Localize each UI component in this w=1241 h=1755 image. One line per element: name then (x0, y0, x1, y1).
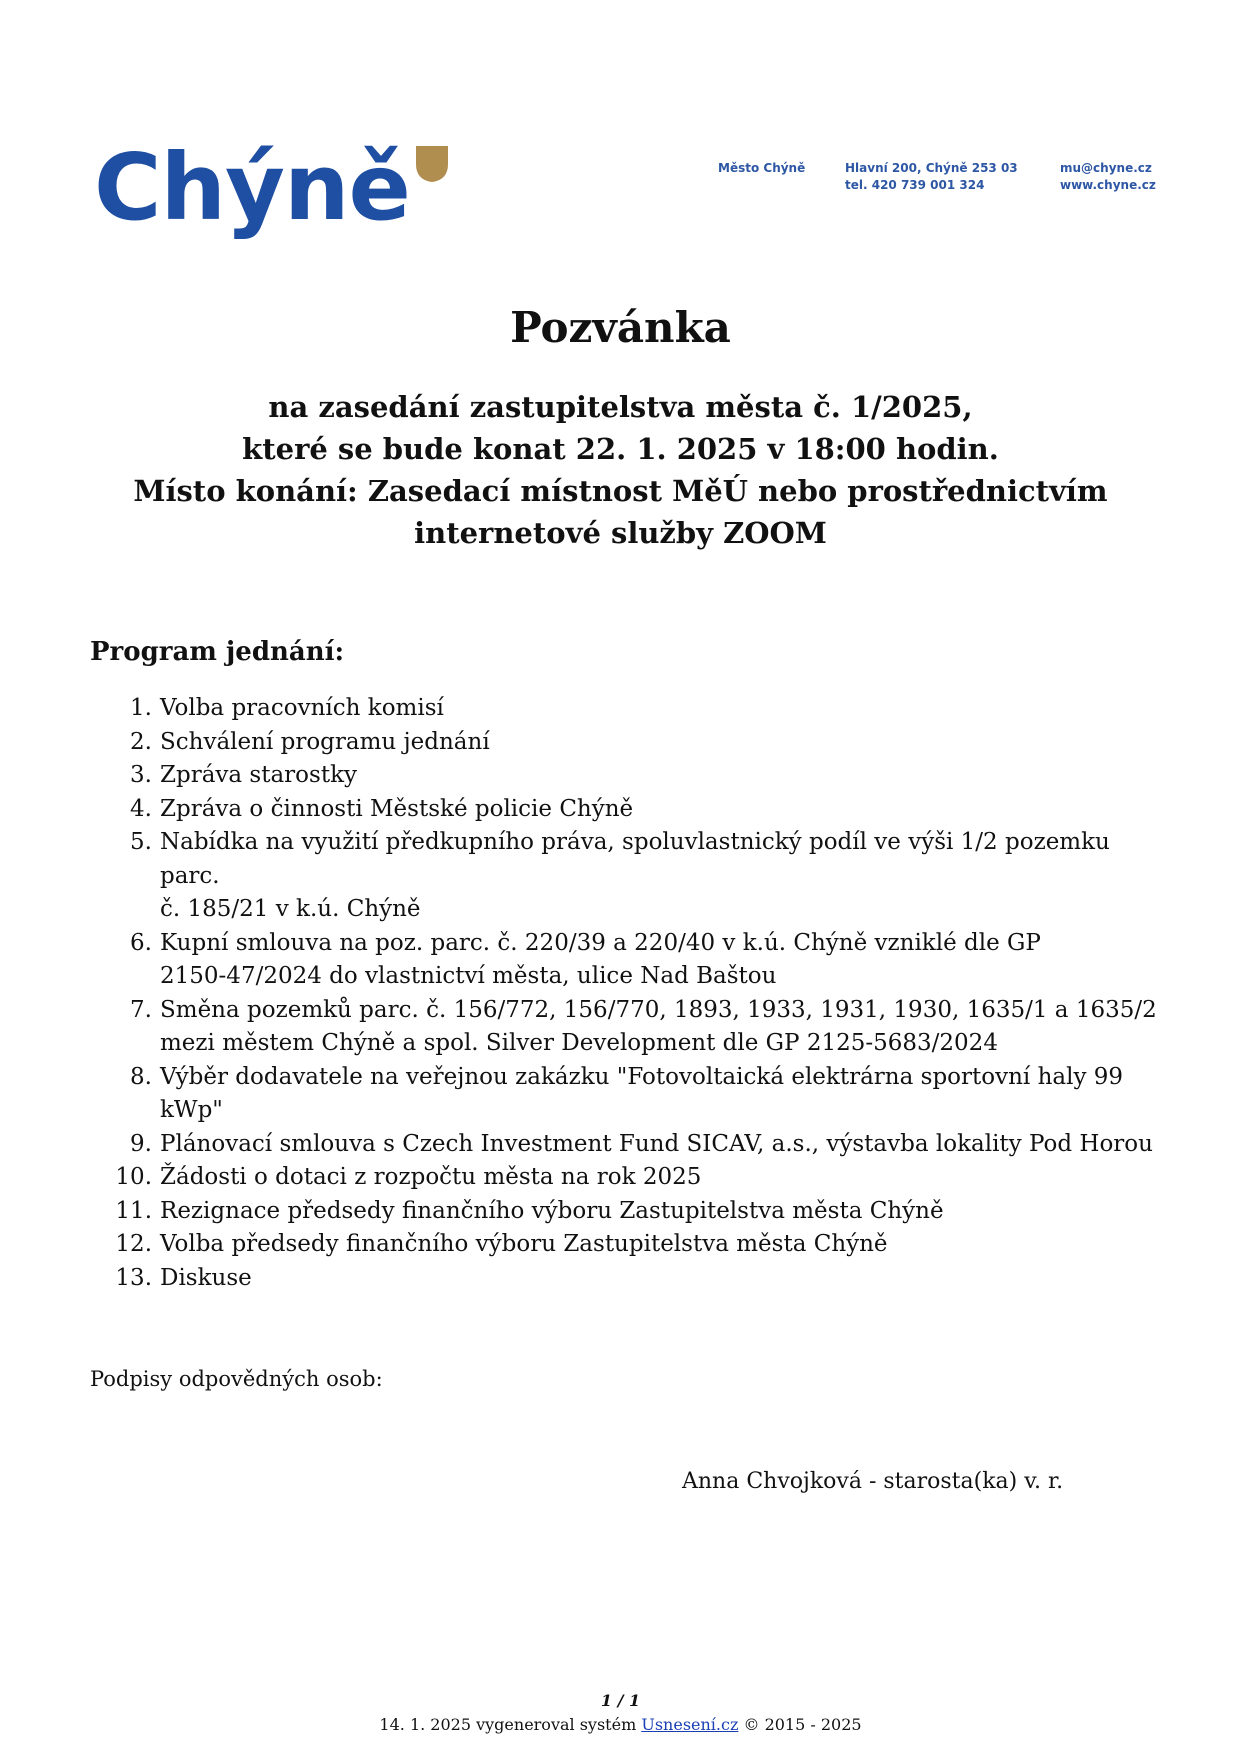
agenda-item-line: č. 185/21 v k.ú. Chýně (160, 896, 421, 922)
agenda-item (90, 1195, 1170, 1229)
agenda-item (90, 1061, 1170, 1128)
agenda-item-number: 6. (130, 929, 152, 956)
agenda-item (90, 994, 1170, 1061)
signatures-label: Podpisy odpovědných osob: (90, 1367, 383, 1391)
agenda-item-line: Volba pracovních komisí (160, 695, 444, 721)
agenda-item-text (152, 1228, 1170, 1262)
agenda-item-line: Diskuse (160, 1264, 252, 1291)
agenda-item-number: 13. (115, 1264, 152, 1291)
agenda-item-text (152, 692, 1170, 726)
contact-address: Hlavní 200, Chýně 253 03 (845, 161, 1018, 175)
meeting-details-line: Místo konání: Zasedací místnost MěÚ nebo prostřednictvím (133, 474, 1108, 508)
agenda-item (90, 1228, 1170, 1262)
agenda-item (90, 826, 1170, 927)
agenda-item-line: kWp" (160, 1097, 223, 1123)
agenda-item (90, 692, 1170, 726)
footer-suffix: © 2015 - 2025 (738, 1715, 862, 1734)
agenda-item-text (152, 726, 1170, 760)
agenda-item (90, 1128, 1170, 1162)
agenda-item-line: mezi městem Chýně a spol. Silver Development dle GP 2125-5683/2024 (160, 1030, 998, 1056)
agenda-item-line: Žádosti o dotaci z rozpočtu města na rok 2025 (160, 1164, 702, 1190)
agenda-item-number: 4. (130, 795, 152, 822)
agenda-item-number: 1. (130, 695, 152, 721)
agenda-item-line: Zpráva o činnosti Městské policie Chýně (160, 795, 634, 822)
logo-text: Chýně (94, 134, 410, 241)
meeting-details-line: internetové služby ZOOM (414, 516, 827, 550)
contact-web: www.chyne.cz (1060, 178, 1156, 192)
meeting-details-line: na zasedání zastupitelstva města č. 1/2025, (268, 390, 973, 424)
agenda-item-line: Výběr dodavatele na veřejnou zakázku "Fotovoltaická elektrárna sportovní haly 99 (160, 1063, 1124, 1090)
agenda-item-line: Rezignace předsedy finančního výboru Zastupitelstva města Chýně (160, 1197, 944, 1224)
agenda-item-number: 8. (130, 1063, 152, 1090)
agenda-item-text (152, 826, 1170, 927)
contact-online-block (1060, 160, 1156, 194)
program-heading: Program jednání: (90, 637, 345, 667)
agenda-item-text (152, 927, 1170, 994)
agenda-item-text (152, 994, 1170, 1061)
agenda-item-line: 2150-47/2024 do vlastnictví města, ulice Nad Baštou (160, 963, 777, 989)
agenda-item-text (152, 1061, 1170, 1128)
agenda-item-text (152, 1128, 1170, 1162)
agenda-item (90, 759, 1170, 793)
agenda-item-line: Plánovací smlouva s Czech Investment Fund SICAV, a.s., výstavba lokality Pod Horou (160, 1130, 1153, 1157)
agenda-item-text (152, 793, 1170, 827)
agenda-item-line: Schválení programu jednání (160, 728, 490, 755)
agenda-item-number: 9. (130, 1130, 152, 1157)
agenda-item-number: 11. (115, 1197, 152, 1224)
agenda-item-text (152, 1262, 1170, 1296)
agenda-item-number: 7. (130, 996, 152, 1023)
footer-prefix: 14. 1. 2025 vygeneroval systém (379, 1715, 642, 1734)
agenda-item-line: Volba předsedy finančního výboru Zastupitelstva města Chýně (160, 1231, 888, 1257)
agenda-item-number: 2. (130, 728, 152, 755)
contact-phone: tel. 420 739 001 324 (845, 178, 985, 192)
meeting-details-line: které se bude konat 22. 1. 2025 v 18:00 hodin. (242, 432, 999, 466)
city-logo (94, 132, 448, 252)
agenda-item-line: Kupní smlouva na poz. parc. č. 220/39 a 220/40 v k.ú. Chýně vzniklé dle GP (160, 929, 1041, 956)
agenda-item-number: 12. (115, 1231, 152, 1257)
agenda-item (90, 793, 1170, 827)
signer-name: Anna Chvojková - starosta(ka) v. r. (682, 1469, 1064, 1494)
agenda-list (90, 692, 1170, 1295)
agenda-item-number: 5. (130, 829, 152, 855)
agenda-item-line: Zpráva starostky (160, 762, 358, 788)
agenda-item (90, 1161, 1170, 1195)
shield-icon (416, 146, 448, 182)
contact-email: mu@chyne.cz (1060, 161, 1152, 175)
agenda-item-text (152, 1161, 1170, 1195)
agenda-item (90, 726, 1170, 760)
meeting-details (100, 386, 1141, 554)
document-title: Pozvánka (510, 303, 731, 352)
footer (0, 1714, 1241, 1736)
agenda-item-number: 3. (130, 762, 152, 788)
contact-name-block (718, 160, 805, 177)
agenda-item-number: 10. (115, 1164, 152, 1190)
contact-address-block (845, 160, 1018, 194)
agenda-item-line: Směna pozemků parc. č. 156/772, 156/770, 1893, 1933, 1931, 1930, 1635/1 a 1635/2 (160, 996, 1157, 1023)
contact-name: Město Chýně (718, 161, 806, 175)
agenda-item-line: Nabídka na využití předkupního práva, spoluvlastnický podíl ve výši 1/2 pozemku parc. (160, 829, 1110, 889)
usneseni-link[interactable]: Usnesení.cz (641, 1715, 739, 1734)
agenda-item-text (152, 1195, 1170, 1229)
page-number: 1 / 1 (600, 1691, 641, 1710)
agenda-item (90, 927, 1170, 994)
agenda-item-text (152, 759, 1170, 793)
agenda-item (90, 1262, 1170, 1296)
